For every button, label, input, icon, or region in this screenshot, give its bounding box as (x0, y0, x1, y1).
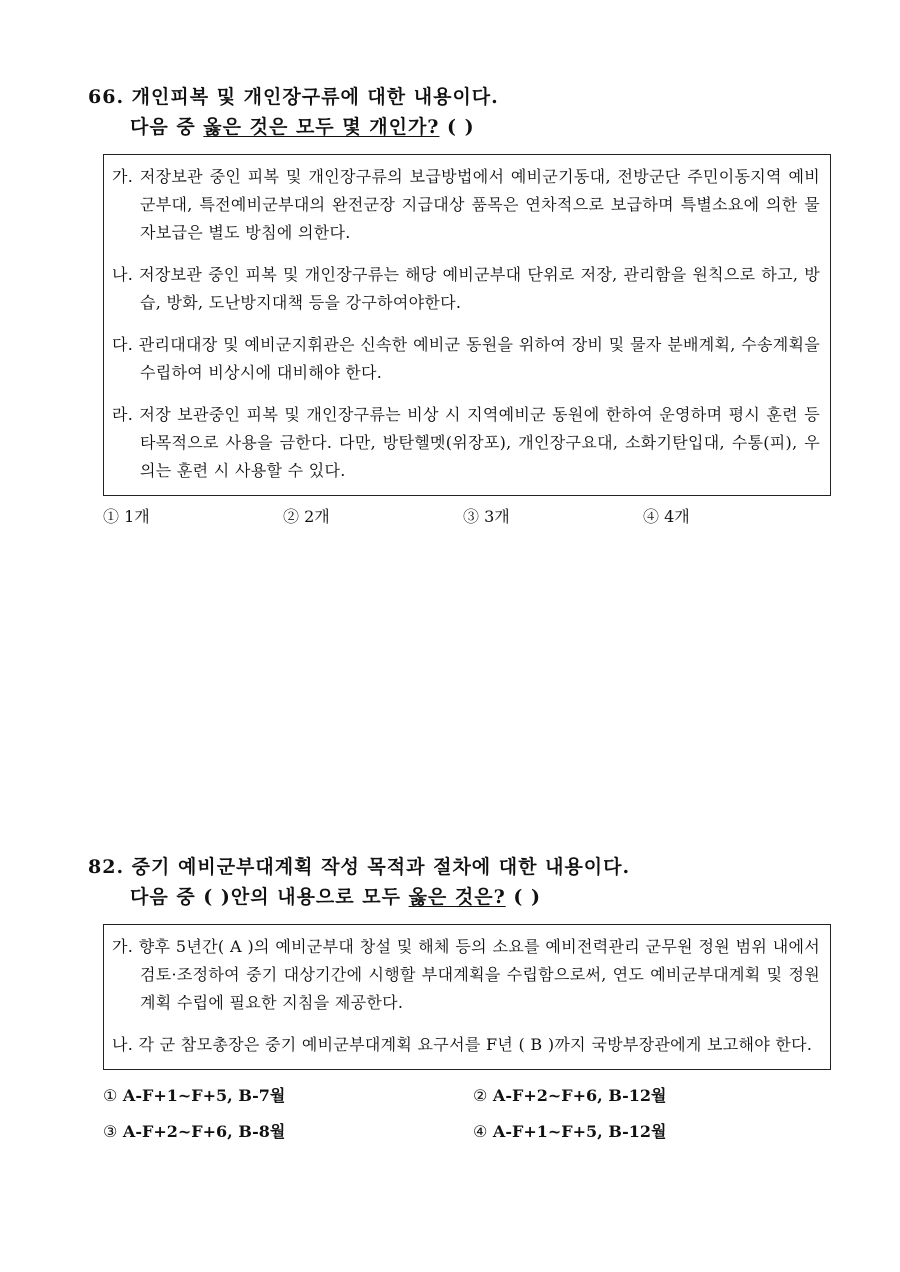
choice-text: A-F+1~F+5, B-7월 (122, 1086, 286, 1105)
question-66-prompt (88, 112, 833, 142)
statement-ga: 가. 향후 5년간( A )의 예비군부대 창설 및 해체 등의 소요를 예비전력관리 군무원 정원 범위 내에서 검토·조정하여 중기 대상기간에 시행할 부대계획을 수립함으로써, 연도 예비군부대계획 및 정원계획 수립에 필요한 지침을 제공한다. (112, 937, 820, 1012)
choice-1[interactable]: ① 1개 (103, 507, 150, 526)
prompt-prefix: 다음 중 (130, 116, 204, 138)
prompt-prefix: 다음 중 ( )안의 내용으로 모두 (130, 886, 409, 908)
question-66-title: 66. 개인피복 및 개인장구류에 대한 내용이다. (88, 86, 499, 108)
prompt-underlined: 옳은 것은 모두 몇 개인가? (203, 116, 440, 138)
choice-number: ① (103, 1086, 118, 1105)
question-82 (88, 852, 833, 1150)
choice-4[interactable] (473, 1114, 843, 1150)
answer-blank: ( ) (439, 116, 475, 138)
question-82-title: 82. 중기 예비군부대계획 작성 목적과 절차에 대한 내용이다. (88, 856, 631, 878)
choice-2[interactable]: ② 2개 (283, 507, 330, 526)
statement-na: 나. 저장보관 중인 피복 및 개인장구류는 해당 예비군부대 단위로 저장, 관리함을 원칙으로 하고, 방습, 방화, 도난방지대책 등을 강구하여야한다. (112, 265, 820, 312)
statement-ra: 라. 저장 보관중인 피복 및 개인장구류는 비상 시 지역예비군 동원에 한하여 운영하며 평시 훈련 등 타목적으로 사용을 금한다. 다만, 방탄헬멧(위장포), 개인장구요대, 소화기탄입대, 수통(피), 우의는 훈련 시 사용할 수 있다. (112, 405, 820, 480)
choice-4[interactable]: ④ 4개 (643, 507, 690, 526)
question-66-statements-box (103, 154, 831, 496)
question-82-prompt (88, 882, 833, 912)
choice-3[interactable] (103, 1114, 473, 1150)
question-66 (88, 82, 833, 532)
statement-da: 다. 관리대대장 및 예비군지휘관은 신속한 예비군 동원을 위하여 장비 및 물자 분배계획, 수송계획을 수립하여 비상시에 대비해야 한다. (112, 335, 820, 382)
choice-number: ③ (103, 1122, 118, 1141)
choice-number: ④ (473, 1122, 488, 1141)
statement-na: 나. 각 군 참모총장은 중기 예비군부대계획 요구서를 F년 ( B )까지 국방부장관에게 보고해야 한다. (112, 1035, 813, 1054)
choice-text: A-F+1~F+5, B-12월 (492, 1122, 667, 1141)
choice-2[interactable] (473, 1078, 843, 1114)
answer-blank: ( ) (505, 886, 541, 908)
choice-text: A-F+2~F+6, B-8월 (122, 1122, 286, 1141)
question-82-choices (103, 1078, 833, 1150)
statement-ga: 가. 저장보관 중인 피복 및 개인장구류의 보급방법에서 예비군기동대, 전방군단 주민이동지역 예비군부대, 특전예비군부대의 완전군장 지급대상 품목은 연차적으로 보급하며 특별소요에 의한 물자보급은 별도 방침에 의한다. (112, 167, 820, 242)
question-82-statements-box (103, 924, 831, 1070)
choice-1[interactable] (103, 1078, 473, 1114)
prompt-underlined: 옳은 것은? (408, 886, 506, 908)
choice-number: ② (473, 1086, 488, 1105)
choice-3[interactable]: ③ 3개 (463, 507, 510, 526)
choice-text: A-F+2~F+6, B-12월 (492, 1086, 667, 1105)
question-66-choices (103, 502, 833, 532)
